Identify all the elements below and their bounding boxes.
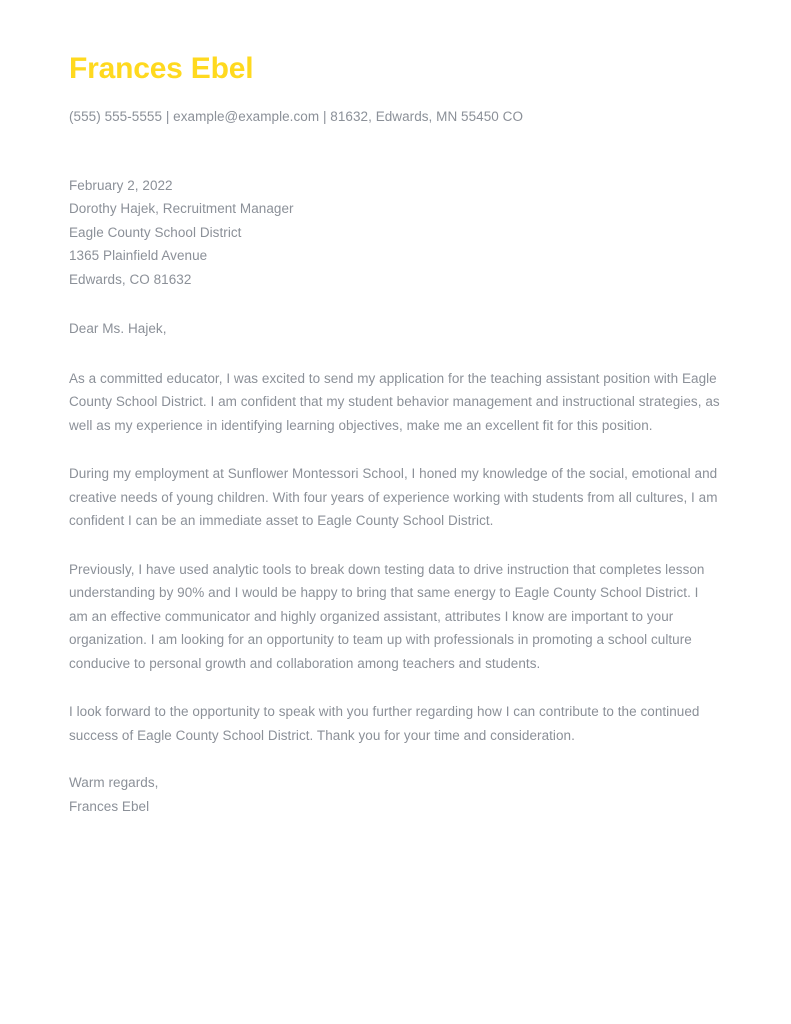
recipient-city-state: Edwards, CO 81632 [69,271,192,287]
letter-body [69,341,721,748]
recipient-company: Eagle County School District [69,224,242,240]
recipient-name-title: Dorothy Hajek, Recruitment Manager [69,201,294,217]
letter-content [69,0,721,818]
body-paragraph-1: As a committed educator, I was excited to send my application for the teaching assistant position with Eagle County School District. I am confident that my student behavior management and instructional strategies, as well as my experience in identifying learning objectives, make me an excellent fit for this position. [69,370,720,433]
signature-name: Frances Ebel [69,798,150,814]
contact-info-line: (555) 555-5555 | example@example.com | 81632, Edwards, MN 55450 CO [69,108,524,124]
salutation: Dear Ms. Hajek, [69,321,167,337]
closing-phrase: Warm regards, [69,775,159,791]
body-paragraph-3: Previously, I have used analytic tools to break down testing data to drive instruction that completes lesson understanding by 90% and I would be happy to bring that same energy to Eagle County School District. I am an effective communicator and highly organized assistant, attributes I know are important to your organization. I am looking for an opportunity to team up with professionals in promoting a school culture conducive to personal growth and collaboration among teachers and students. [69,561,705,671]
applicant-name-heading: Frances Ebel [69,52,254,85]
recipient-street: 1365 Plainfield Avenue [69,248,208,264]
letter-date: February 2, 2022 [69,177,173,193]
recipient-address-block [69,127,721,292]
body-paragraph-4: I look forward to the opportunity to speak with you further regarding how I can contribute to the continued success of Eagle County School District. Thank you for your time and consideration. [69,704,700,743]
signoff-block [69,747,721,818]
body-paragraph-2: During my employment at Sunflower Montessori School, I honed my knowledge of the social, emotional and creative needs of young children. With four years of experience working with students from all cultures, I am confident I can be an immediate asset to Eagle County School District. [69,466,718,529]
